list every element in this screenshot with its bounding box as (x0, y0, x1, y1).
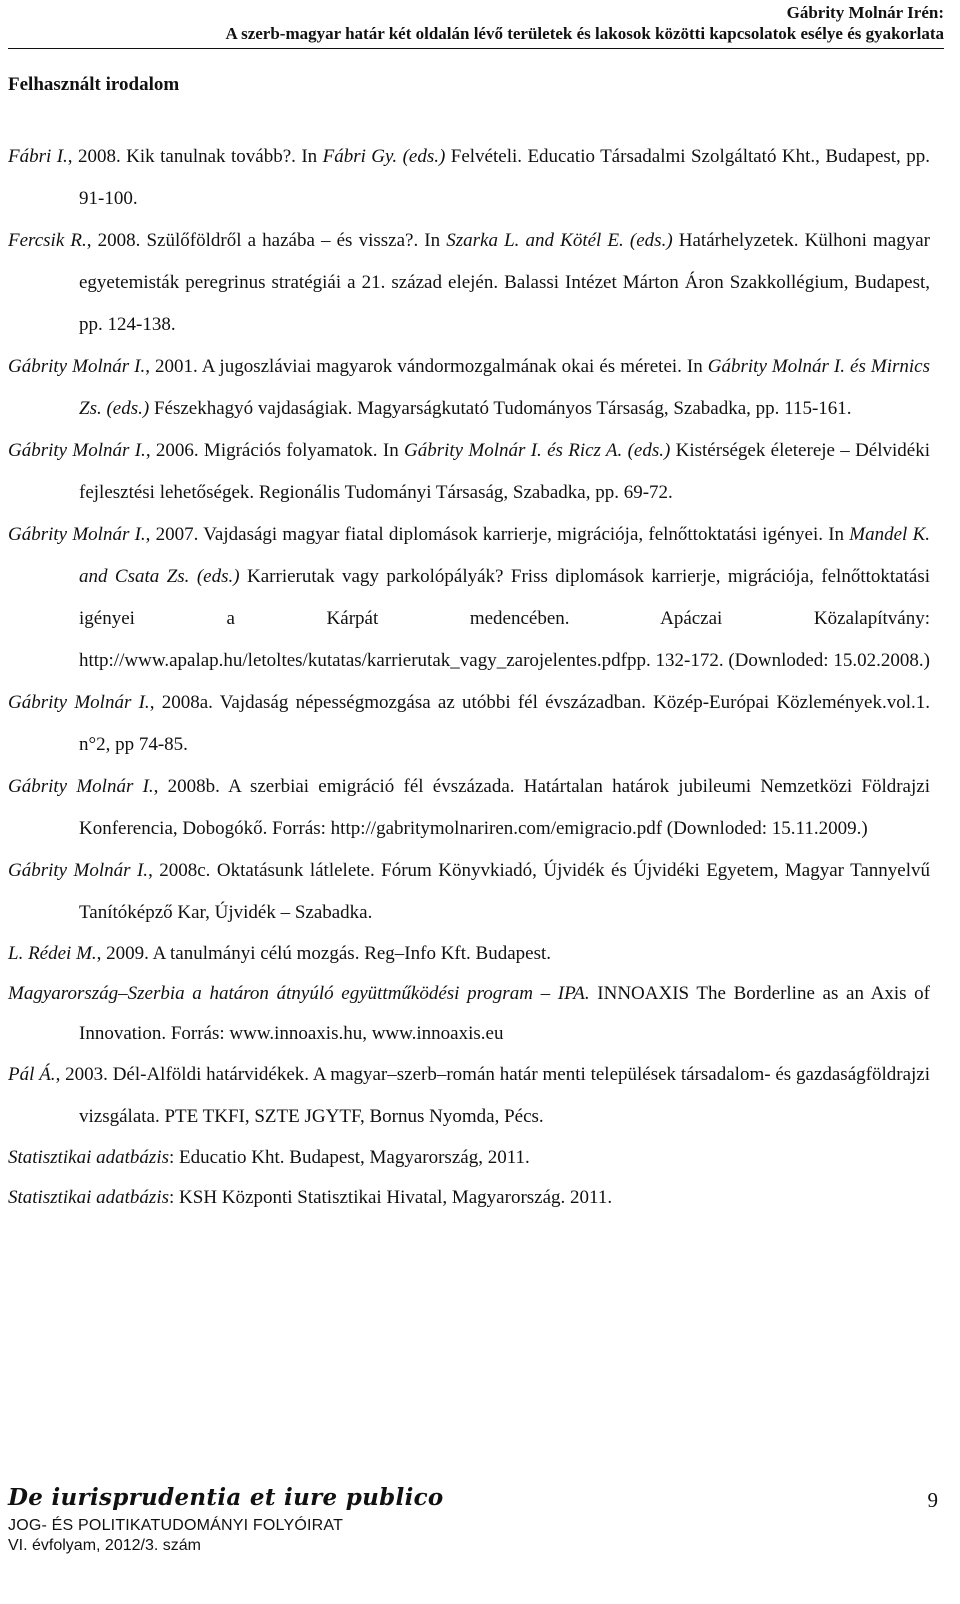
reference-item (8, 766, 930, 850)
reference-item (8, 136, 930, 220)
ref-text: , 2006. Migrációs folyamatok. In (145, 440, 404, 461)
reference-item (8, 850, 930, 934)
ref-authors: Gábrity Molnár I. (8, 524, 146, 545)
ref-editors: Szarka L. and Kötél E. (eds.) (446, 230, 673, 251)
ref-authors: Fercsik R. (8, 230, 87, 251)
journal-issue: VI. évfolyam, 2012/3. szám (8, 1537, 201, 1554)
reference-item (8, 1054, 930, 1138)
ref-editors: Mandel K. and Csata Zs. (eds.) (79, 524, 931, 587)
ref-text: INNOAXIS The Borderline as an Axis of Innovation. Forrás: www.innoaxis.hu, www.innoaxis.eu (79, 983, 930, 1044)
ref-authors: Magyarország–Szerbia a határon átnyúló együttműködési program – IPA. (8, 983, 590, 1004)
ref-editors: Gábrity Molnár I. és Ricz A. (eds.) (404, 440, 671, 461)
ref-text: : Educatio Kht. Budapest, Magyarország, 2011. (169, 1147, 530, 1168)
header-subtitle: A szerb-magyar határ két oldalán lévő területek és lakosok közötti kapcsolatok esélye és gyakorlata (225, 24, 944, 43)
header-author: Gábrity Molnár Irén: (786, 3, 944, 22)
ref-authors: Pál Á. (8, 1064, 56, 1085)
ref-text: , 2008. Szülőföldről a hazába – és vissza?. In (86, 230, 447, 251)
ref-text: : KSH Központi Statisztikai Hivatal, Magyarország. 2011. (169, 1187, 613, 1208)
ref-authors: Gábrity Molnár I. (8, 860, 149, 881)
reference-item (8, 934, 930, 974)
reference-item (8, 430, 930, 514)
ref-text: , 2009. A tanulmányi célú mozgás. Reg–Info Kft. Budapest. (96, 943, 551, 964)
ref-authors: Statisztikai adatbázis (8, 1147, 169, 1168)
reference-item (8, 514, 930, 682)
ref-text: , 2008a. Vajdaság népességmozgása az utóbbi fél évszázadban. Közép-Európai Közlemények.vol.1. n°2, pp 74-85. (79, 692, 930, 755)
reference-list (8, 136, 930, 1218)
reference-item (8, 974, 930, 1054)
ref-authors: Statisztikai adatbázis (8, 1187, 169, 1208)
reference-item (8, 220, 930, 346)
ref-editors: Fábri Gy. (eds.) (322, 146, 446, 167)
ref-text: Karrierutak vagy parkolópályák? Friss diplomások karrierje, migrációja, felnőttoktatási igényei a Kárpát medencében. Apáczai Közalapítvány: http://www.apalap.hu/letoltes/kutatas/karrierutak_vagy_zarojelentes.pdfpp. 132-172. (Downloded: 15.02.2008.) (79, 566, 930, 671)
journal-subtitle: JOG- ÉS POLITIKATUDOMÁNYI FOLYÓIRAT (8, 1517, 344, 1534)
reference-item (8, 682, 930, 766)
ref-authors: Fábri I. (8, 146, 68, 167)
header-rule (8, 48, 944, 49)
ref-authors: L. Rédei M. (8, 943, 97, 964)
reference-item (8, 346, 930, 430)
ref-text: Felvételi. Educatio Társadalmi Szolgáltató Kht., Budapest, pp. 91-100. (79, 146, 930, 209)
ref-authors: Gábrity Molnár I. (8, 440, 146, 461)
ref-text: , 2007. Vajdasági magyar fiatal diplomások karrierje, migrációja, felnőttoktatási igényei. In (145, 524, 850, 545)
reference-item (8, 1178, 930, 1218)
page-number: 9 (927, 1488, 938, 1512)
page-footer (8, 1484, 938, 1555)
ref-text: , 2003. Dél-Alföldi határvidékek. A magyar–szerb–román határ menti települések társadalom- és gazdaságföldrajzi vizsgálata. PTE TKFI, SZTE JGYTF, Bornus Nyomda, Pécs. (55, 1064, 930, 1127)
ref-authors: Gábrity Molnár I. (8, 692, 150, 713)
ref-text: , 2001. A jugoszláviai magyarok vándormozgalmának okai és méretei. In (145, 356, 708, 377)
ref-text: , 2008b. A szerbiai emigráció fél évszázada. Határtalan határok jubileumi Nemzetközi Földrajzi Konferencia, Dobogókő. Forrás: http://gabritymolnariren.com/emigracio.pdf (Downloded: 15.11.2009.) (79, 776, 930, 839)
journal-title: De iurisprudentia et iure publico (8, 1484, 444, 1511)
ref-authors: Gábrity Molnár I. (8, 776, 154, 797)
ref-text: Határhelyzetek. Külhoni magyar egyetemisták peregrinus stratégiái a 21. század elején. Balassi Intézet Márton Áron Szakkollégium, Budapest, pp. 124-138. (79, 230, 931, 335)
ref-text: Kistérségek életereje – Délvidéki fejlesztési lehetőségek. Regionális Tudományi Társaság, Szabadka, pp. 69-72. (79, 440, 931, 503)
ref-editors: Gábrity Molnár I. és Mirnics Zs. (eds.) (79, 356, 930, 419)
ref-authors: Gábrity Molnár I. (8, 356, 146, 377)
running-header (8, 2, 944, 44)
reference-item (8, 1138, 930, 1178)
ref-text: , 2008. Kik tanulnak tovább?. In (67, 146, 323, 167)
section-title: Felhasznált irodalom (8, 74, 180, 95)
ref-text: , 2008c. Oktatásunk látlelete. Fórum Könyvkiadó, Újvidék és Újvidéki Egyetem, Magyar Tannyelvű Tanítóképző Kar, Újvidék – Szabadka. (79, 860, 931, 923)
ref-text: Fészekhagyó vajdaságiak. Magyarságkutató Tudományos Társaság, Szabadka, pp. 115-161. (149, 398, 852, 419)
